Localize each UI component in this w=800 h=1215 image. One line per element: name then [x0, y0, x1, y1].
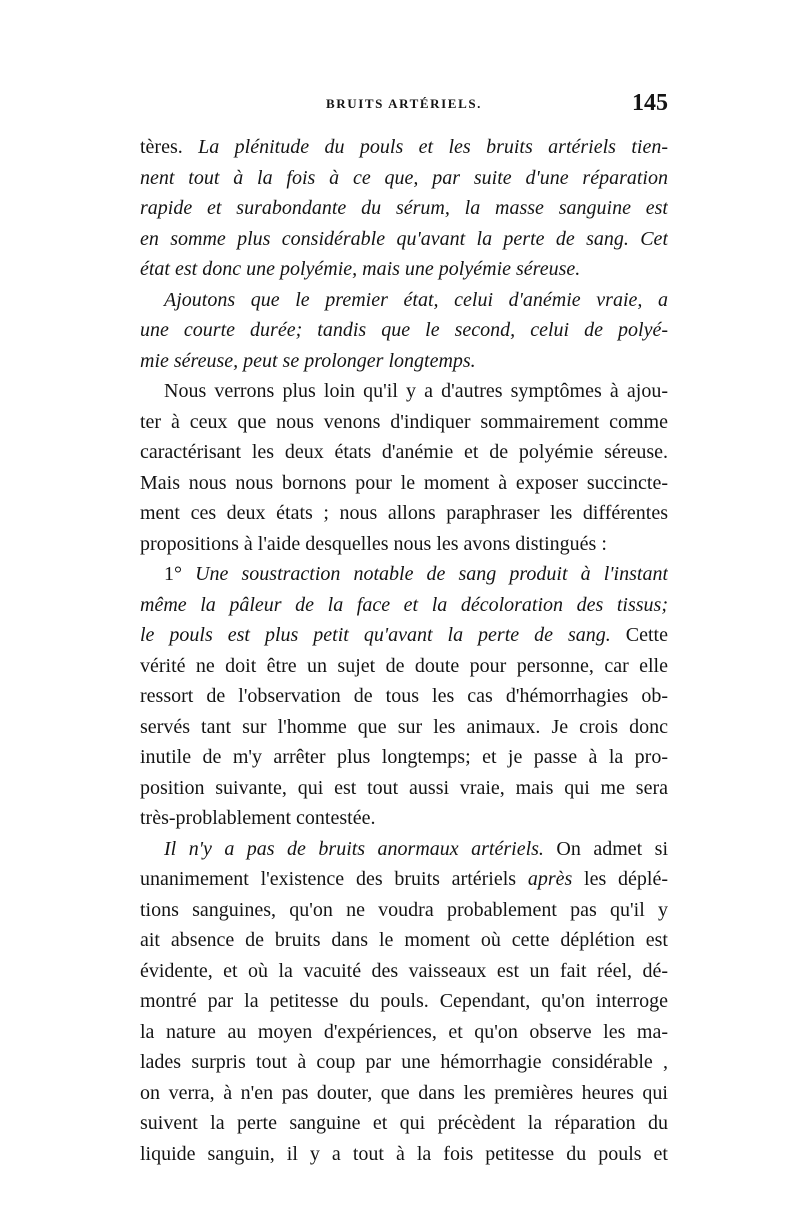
text-span: tions sanguines, qu'on ne voudra probablement pas qu'il y — [140, 898, 668, 921]
text-line — [140, 864, 668, 895]
italic-span: en somme plus considérable qu'avant la perte de sang. Cet — [140, 227, 668, 250]
text-span: position suivante, qui est tout aussi vraie, mais qui me sera — [140, 776, 668, 799]
text-span: on verra, à n'en pas douter, que dans les premières heures qui — [140, 1081, 668, 1104]
italic-span: nent tout à la fois à ce que, par suite d'une réparation — [140, 166, 668, 189]
text-line — [140, 742, 668, 773]
italic-span: rapide et surabondante du sérum, la masse sanguine est — [140, 197, 668, 219]
text-span: ait absence de bruits dans le moment où cette déplétion est — [140, 929, 668, 951]
text-span: liquide sanguin, il y a tout à la fois petitesse du pouls et — [140, 1142, 668, 1165]
text-line — [140, 529, 668, 560]
italic-span: Il n'y a pas de bruits anormaux artériels. — [164, 837, 544, 860]
text-span: lades surpris tout à coup par une hémorrhagie considérable , — [140, 1051, 668, 1073]
text-span: ter à ceux que nous venons d'indiquer sommairement comme — [140, 410, 668, 433]
text-span: vérité ne doit être un sujet de doute pour personne, car elle — [140, 654, 668, 677]
italic-span: Ajoutons que le premier état, celui d'anémie vraie, a — [164, 288, 668, 311]
italic-span: La plénitude du pouls et les bruits artériels tien- — [198, 136, 668, 158]
page-number: 145 — [632, 90, 668, 116]
page-header — [140, 90, 668, 120]
text-span: ressort de l'observation de tous les cas d'hémorrhagies ob- — [140, 685, 668, 707]
italic-span: le pouls est plus petit qu'avant la perte de sang. — [140, 624, 611, 646]
text-line — [140, 773, 668, 804]
text-line — [140, 803, 668, 834]
text-span: unanimement l'existence des bruits artériels — [140, 868, 528, 890]
text-span: montré par la petitesse du pouls. Cependant, qu'on interroge — [140, 990, 668, 1012]
text-line — [140, 407, 668, 438]
text-line — [140, 1078, 668, 1109]
text-line — [140, 437, 668, 468]
text-span: tères. — [140, 136, 199, 158]
text-line — [140, 559, 668, 590]
italic-span: après — [527, 868, 573, 890]
text-line — [140, 376, 668, 407]
italic-span: état est donc une polyémie, mais une polyémie séreuse. — [140, 258, 581, 280]
text-line — [140, 468, 668, 499]
body-text — [140, 132, 668, 1169]
text-span: caractérisant les deux états d'anémie et de polyémie séreuse. — [140, 441, 668, 463]
text-line — [140, 590, 668, 621]
running-head: BRUITS ARTÉRIELS. — [325, 96, 483, 111]
text-span: Mais nous nous bornons pour le moment à exposer succincte- — [140, 471, 668, 494]
text-span: 1° — [164, 563, 196, 585]
text-line — [140, 224, 668, 255]
italic-span: même la pâleur de la face et la décoloration des tissus; — [140, 593, 668, 616]
text-span: Nous verrons plus loin qu'il y a d'autres symptômes à ajou- — [164, 380, 668, 402]
italic-span: Une soustraction notable de sang produit à l'instant — [195, 563, 668, 585]
text-line — [140, 1108, 668, 1139]
text-line — [140, 986, 668, 1017]
text-line — [140, 163, 668, 194]
text-span: les déplé- — [572, 868, 668, 890]
text-span: la nature au moyen d'expériences, et qu'on observe les ma- — [140, 1020, 668, 1043]
text-span: propositions à l'aide desquelles nous les avons distingués : — [140, 532, 607, 555]
text-line — [140, 285, 668, 316]
text-line — [140, 834, 668, 865]
text-line — [140, 346, 668, 377]
text-span: Cette — [610, 624, 668, 646]
text-line — [140, 1017, 668, 1048]
text-line — [140, 315, 668, 346]
text-line — [140, 620, 668, 651]
text-span: servés tant sur l'homme que sur les animaux. Je crois donc — [140, 715, 668, 738]
text-span: inutile de m'y arrêter plus longtemps; et je passe à la pro- — [140, 746, 668, 768]
text-line — [140, 132, 668, 163]
text-line — [140, 1139, 668, 1170]
text-line — [140, 498, 668, 529]
text-line — [140, 956, 668, 987]
text-line — [140, 895, 668, 926]
text-line — [140, 193, 668, 224]
text-line — [140, 925, 668, 956]
text-line — [140, 254, 668, 285]
text-line — [140, 681, 668, 712]
text-span: très-problablement contestée. — [140, 807, 376, 829]
text-span: ment ces deux états ; nous allons paraphraser les différentes — [140, 502, 668, 524]
text-line — [140, 712, 668, 743]
text-span: suivent la perte sanguine et qui précèdent la réparation du — [140, 1112, 668, 1134]
text-span: évidente, et où la vacuité des vaisseaux est un fait réel, dé- — [140, 959, 668, 982]
italic-span: une courte durée; tandis que le second, celui de polyé- — [140, 319, 668, 341]
text-line — [140, 651, 668, 682]
text-line — [140, 1047, 668, 1078]
text-span: On admet si — [543, 837, 668, 860]
italic-span: mie séreuse, peut se prolonger longtemps. — [140, 349, 476, 372]
